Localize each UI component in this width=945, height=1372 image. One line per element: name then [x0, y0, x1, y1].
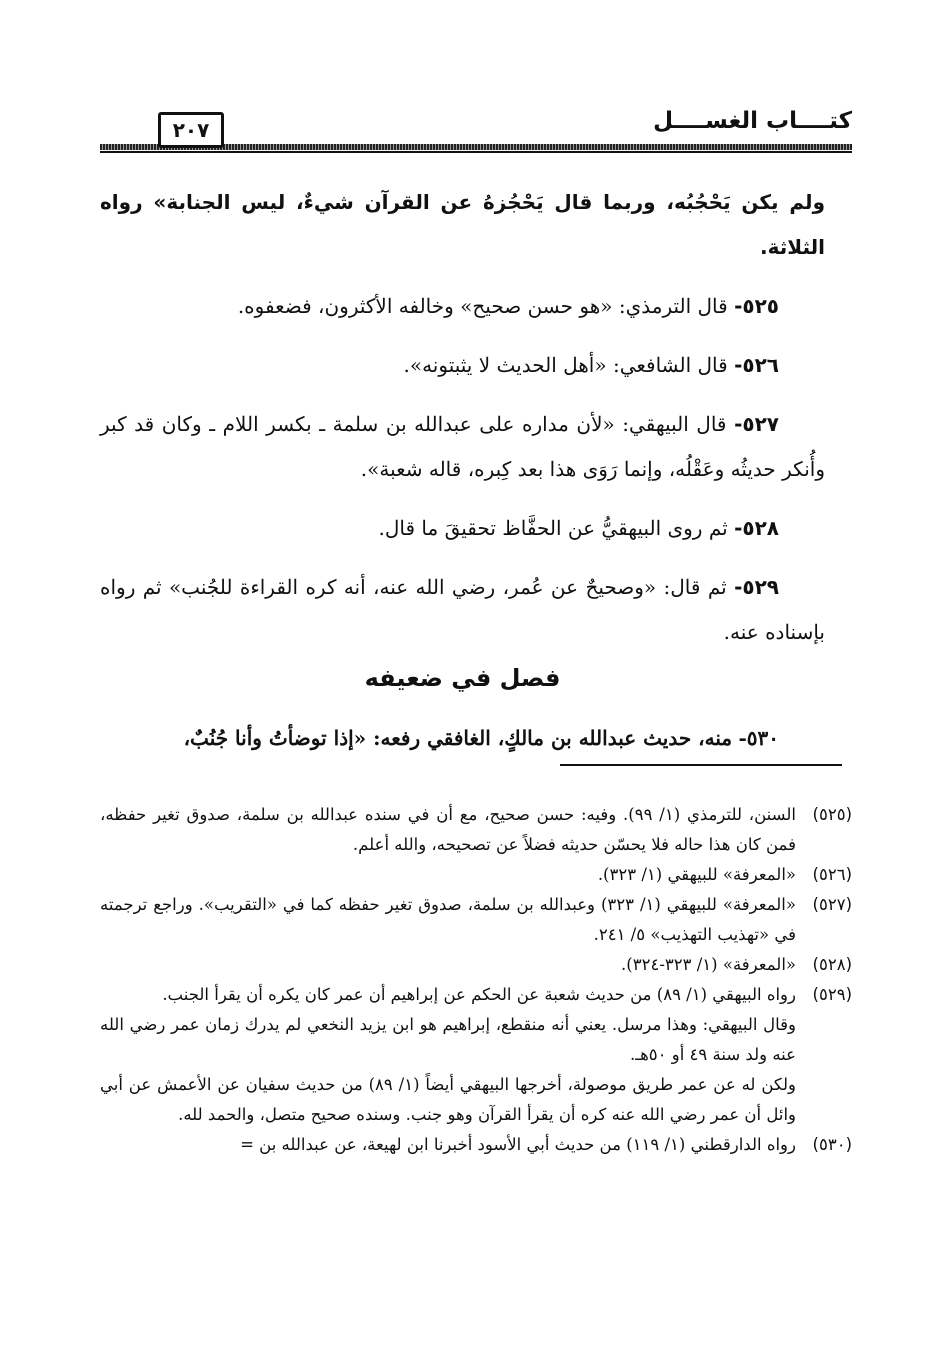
main-text	[100, 180, 825, 669]
footnote-number: (٥٢٥)	[812, 805, 852, 824]
paragraph-number: ٥٢٧-	[734, 412, 779, 436]
footnote-separator	[560, 764, 842, 766]
footnote-number: (٥٣٠)	[812, 1135, 852, 1154]
paragraph-number: ٥٢٨-	[734, 516, 779, 540]
continuation-paragraph: ولم يكن يَحْجُبُه، وربما قال يَحْجُزهُ عن القرآن شيءٌ، ليس الجنابة» رواه الثلاثة.	[100, 190, 825, 259]
paragraph-525: ٥٢٥- قال الترمذي: «هو حسن صحيح» وخالفه الأكثرون، فضعفوه.	[237, 294, 779, 318]
book-title: كتــــاب الغســــل	[653, 108, 852, 134]
paragraph-528: ٥٢٨- ثم روى البيهقيُّ عن الحفَّاظ تحقيقَ ما قال.	[378, 516, 779, 540]
section-heading: فصل في ضعيفه	[364, 664, 561, 692]
footnote-530: (٥٣٠) رواه الدارقطني (١/ ١١٩) من حديث أبي الأسود أخبرنا ابن لهيعة، عن عبدالله بن =	[100, 1130, 852, 1160]
footnote-528: (٥٢٨) «المعرفة» (١/ ٣٢٣-٣٢٤).	[100, 950, 852, 980]
footnote-number: (٥٢٩)	[812, 985, 852, 1004]
paragraph-526: ٥٢٦- قال الشافعي: «أهل الحديث لا يثبتونه».	[403, 353, 779, 377]
footnote-526: (٥٢٦) «المعرفة» للبيهقي (١/ ٣٢٣).	[100, 860, 852, 890]
paragraph-number: ٥٣٠-	[738, 726, 779, 750]
footnotes	[100, 800, 852, 1160]
paragraph-number: ٥٢٩-	[734, 575, 780, 599]
page-header	[100, 108, 852, 152]
paragraph-529: ٥٢٩- ثم قال: «وصحيحٌ عن عُمر، رضي الله عنه، أنه كره القراءة للجُنب» ثم رواه بإسناده عنه.	[100, 575, 825, 644]
page-number: ٢٠٧	[158, 112, 224, 148]
paragraph-527: ٥٢٧- قال البيهقي: «لأن مداره على عبدالله بن سلمة ـ بكسر اللام ـ وكان قد كبر وأُنكر حديثُه وعَقْلُه، وإنما رَوَى هذا بعد كِبره، قاله شعبة».	[100, 412, 825, 481]
paragraph-number: ٥٢٥-	[734, 294, 779, 318]
footnote-number: (٥٢٧)	[812, 895, 852, 914]
footnote-number: (٥٢٨)	[812, 955, 852, 974]
paragraph-number: ٥٢٦-	[734, 353, 779, 377]
footnote-525: (٥٢٥) السنن، للترمذي (١/ ٩٩). وفيه: حسن صحيح، مع أن في سنده عبدالله بن سلمة، صدوق تغير حفظه، فمن كان هذا حاله فلا يحسّن حديثه فضلاً عن تصحيحه، والله أعلم.	[100, 800, 852, 860]
footnote-529: (٥٢٩) رواه البيهقي (١/ ٨٩) من حديث شعبة عن الحكم عن إبراهيم أن عمر كان يكره أن يقرأ الجنب. وقال البيهقي: وهذا مرسل. يعني أنه منقطع، إبراهيم هو ابن يزيد النخعي لم يدرك زمان عمر رضي الله عنه ولد سنة ٤٩ أو ٥٠هـ. ولكن له عن عمر طريق موصولة، أخرجها البيهقي أيضاً (١/ ٨٩) من حديث سفيان عن الأعمش عن أبي وائل أن عمر رضي الله عنه كره أن يقرأ القرآن وهو جنب. وسنده صحيح متصل، والحمد لله.	[100, 980, 852, 1130]
paragraph-530: ٥٣٠- منه، حديث عبدالله بن مالكٍ، الغافقي رفعه: «إذا توضأتُ وأنا جُنُبٌ،	[183, 726, 779, 750]
footnote-527: (٥٢٧) «المعرفة» للبيهقي (١/ ٣٢٣) وعبدالله بن سلمة، صدوق تغير حفظه كما في «التقريب». وراجع ترجمته في «تهذيب التهذيب» ٥/ ٢٤١.	[100, 890, 852, 950]
footnote-number: (٥٢٦)	[812, 865, 852, 884]
